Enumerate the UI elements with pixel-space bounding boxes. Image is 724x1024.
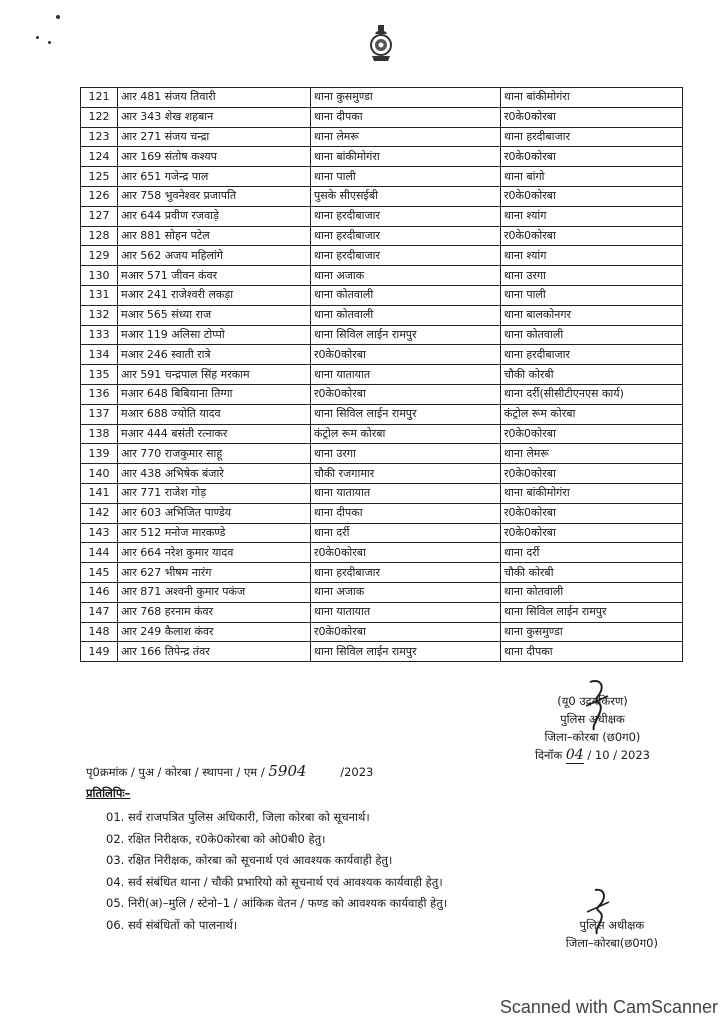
employee-name-cell: आर 881 सोहन पटेल <box>118 226 311 246</box>
employee-name-cell: आर 512 मनोज मारकण्डे <box>118 523 311 543</box>
to-station-cell: थाना श्यांग <box>501 246 683 266</box>
serial-number-cell: 137 <box>81 404 118 424</box>
table-row <box>81 186 683 206</box>
date-day: 04 <box>565 747 584 763</box>
reference-number: 5904 <box>268 762 307 780</box>
table-row <box>81 226 683 246</box>
list-item: 04. सर्व संबंधित थाना / चौकी प्रभारियो को सूचनार्थ एवं आवश्यक कार्यवाही हेतु। <box>106 874 443 889</box>
serial-number-cell: 134 <box>81 345 118 365</box>
to-station-cell: र0के0कोरबा <box>501 186 683 206</box>
employee-name-cell: आर 664 नरेश कुमार यादव <box>118 543 311 563</box>
to-station-cell: थाना बालकोनगर <box>501 305 683 325</box>
serial-number-cell: 122 <box>81 107 118 127</box>
scan-speck <box>56 15 60 19</box>
employee-name-cell: आर 249 कैलाश कंवर <box>118 622 311 642</box>
employee-name-cell: आर 651 गजेन्द्र पाल <box>118 167 311 187</box>
signatory-name: (यू0 उदयकिरण) <box>557 694 628 708</box>
signatory-designation: पुलिस अधीक्षक <box>579 918 645 932</box>
serial-number-cell: 127 <box>81 206 118 226</box>
to-station-cell: कंट्रोल रूम कोरबा <box>501 404 683 424</box>
reference-prefix: पृ0क्रमांक / पुअ / कोरबा / स्थापना / एम / <box>86 765 265 779</box>
to-station-cell: थाना बांगो <box>501 167 683 187</box>
serial-number-cell: 129 <box>81 246 118 266</box>
employee-name-cell: मआर 648 बिबियाना तिग्गा <box>118 384 311 404</box>
from-station-cell: थाना सिविल लाईन रामपुर <box>311 642 501 662</box>
table-row <box>81 305 683 325</box>
to-station-cell: थाना लेमरू <box>501 444 683 464</box>
from-station-cell: थाना उरगा <box>311 444 501 464</box>
employee-name-cell: आर 768 हरनाम कंवर <box>118 602 311 622</box>
to-station-cell: र0के0कोरबा <box>501 147 683 167</box>
to-station-cell: चौकी कोरबी <box>501 563 683 583</box>
to-station-cell: थाना हरदीबाजार <box>501 127 683 147</box>
serial-number-cell: 148 <box>81 622 118 642</box>
from-station-cell: थाना हरदीबाजार <box>311 246 501 266</box>
serial-number-cell: 123 <box>81 127 118 147</box>
table-row <box>81 563 683 583</box>
from-station-cell: थाना यातायात <box>311 365 501 385</box>
signatory-district: जिला–कोरबा(छ0ग0) <box>565 936 658 950</box>
serial-number-cell: 138 <box>81 424 118 444</box>
table-row <box>81 503 683 523</box>
from-station-cell: र0के0कोरबा <box>311 543 501 563</box>
from-station-cell: थाना अजाक <box>311 582 501 602</box>
serial-number-cell: 128 <box>81 226 118 246</box>
table-row <box>81 444 683 464</box>
to-station-cell: थाना बांकीमोगंरा <box>501 483 683 503</box>
list-item: 03. रक्षित निरीक्षक, कोरबा को सूचनार्थ एवं आवश्यक कार्यवाही हेतु। <box>106 853 393 867</box>
employee-name-cell: मआर 444 बसंती रत्नाकर <box>118 424 311 444</box>
signature-block-bottom <box>566 916 658 952</box>
serial-number-cell: 140 <box>81 464 118 484</box>
employee-name-cell: आर 166 तिपेन्द्र तंवर <box>118 642 311 662</box>
from-station-cell: थाना कोतवाली <box>311 285 501 305</box>
employee-name-cell: आर 603 अभिजित पाण्डेय <box>118 503 311 523</box>
employee-name-cell: आर 758 भुवनेश्वर प्रजापति <box>118 186 311 206</box>
signature-block-top <box>535 692 650 764</box>
table-row <box>81 325 683 345</box>
copy-heading: प्रतिलिपिः– <box>86 786 131 800</box>
to-station-cell: थाना पाली <box>501 285 683 305</box>
employee-name-cell: आर 627 भीषम नारंग <box>118 563 311 583</box>
copy-list <box>106 807 447 936</box>
to-station-cell: थाना कोतवाली <box>501 582 683 602</box>
list-item: 05. निरी(अ)–मुलि / स्टेनो–1 / आंकिक वेतन / फण्ड को आवश्यक कार्यवाही हेतु। <box>106 896 448 910</box>
table-row <box>81 127 683 147</box>
to-station-cell: थाना हरदीबाजार <box>501 345 683 365</box>
to-station-cell: थाना उरगा <box>501 266 683 286</box>
table-row <box>81 107 683 127</box>
table-row <box>81 266 683 286</box>
serial-number-cell: 121 <box>81 88 118 108</box>
employee-name-cell: मआर 565 संध्या राज <box>118 305 311 325</box>
serial-number-cell: 124 <box>81 147 118 167</box>
table-row <box>81 285 683 305</box>
employee-name-cell: आर 481 संजय तिवारी <box>118 88 311 108</box>
employee-name-cell: आर 771 राजेश गोड़ <box>118 483 311 503</box>
to-station-cell: र0के0कोरबा <box>501 464 683 484</box>
transfer-table <box>80 87 683 662</box>
from-station-cell: थाना दीपका <box>311 503 501 523</box>
reference-line <box>86 762 373 780</box>
serial-number-cell: 145 <box>81 563 118 583</box>
to-station-cell: र0के0कोरबा <box>501 226 683 246</box>
serial-number-cell: 143 <box>81 523 118 543</box>
serial-number-cell: 136 <box>81 384 118 404</box>
employee-name-cell: आर 562 अजय महिलांगे <box>118 246 311 266</box>
serial-number-cell: 144 <box>81 543 118 563</box>
from-station-cell: थाना दर्री <box>311 523 501 543</box>
table-row <box>81 404 683 424</box>
table-row <box>81 523 683 543</box>
serial-number-cell: 146 <box>81 582 118 602</box>
from-station-cell: पुसके सीएसईबी <box>311 186 501 206</box>
table-row <box>81 602 683 622</box>
employee-name-cell: आर 169 संतोष कश्यप <box>118 147 311 167</box>
from-station-cell: र0के0कोरबा <box>311 345 501 365</box>
serial-number-cell: 139 <box>81 444 118 464</box>
table-row <box>81 365 683 385</box>
employee-name-cell: आर 871 अश्वनी कुमार पकंज <box>118 582 311 602</box>
to-station-cell: र0के0कोरबा <box>501 503 683 523</box>
table-row <box>81 246 683 266</box>
table-row <box>81 543 683 563</box>
table-row <box>81 582 683 602</box>
employee-name-cell: मआर 571 जीवन कंवर <box>118 266 311 286</box>
to-station-cell: र0के0कोरबा <box>501 107 683 127</box>
from-station-cell: थाना हरदीबाजार <box>311 563 501 583</box>
from-station-cell: थाना अजाक <box>311 266 501 286</box>
list-item: 02. रक्षित निरीक्षक, र0के0कोरबा को ओ0बी0 हेतु। <box>106 831 326 846</box>
serial-number-cell: 130 <box>81 266 118 286</box>
order-date <box>535 746 650 764</box>
from-station-cell: चौकी रजगामार <box>311 464 501 484</box>
date-rest: / 10 / 2023 <box>587 748 650 762</box>
from-station-cell: थाना सिविल लाईन रामपुर <box>311 325 501 345</box>
table-row <box>81 88 683 108</box>
scan-speck <box>36 36 39 39</box>
to-station-cell: थाना सिविल लाईन रामपुर <box>501 602 683 622</box>
to-station-cell: थाना बांकीमोगंरा <box>501 88 683 108</box>
serial-number-cell: 131 <box>81 285 118 305</box>
table-row <box>81 206 683 226</box>
table-row <box>81 642 683 662</box>
signatory-designation: पुलिस अधीक्षक <box>560 712 625 726</box>
serial-number-cell: 132 <box>81 305 118 325</box>
from-station-cell: थाना कोतवाली <box>311 305 501 325</box>
to-station-cell: थाना दर्री <box>501 543 683 563</box>
list-item: 01. सर्व राजपत्रित पुलिस अधिकारी, जिला कोरबा को सूचनार्थ। <box>106 810 370 824</box>
from-station-cell: थाना हरदीबाजार <box>311 206 501 226</box>
from-station-cell: थाना पाली <box>311 167 501 187</box>
serial-number-cell: 126 <box>81 186 118 206</box>
employee-name-cell: मआर 241 राजेश्वरी लकड़ा <box>118 285 311 305</box>
table-row <box>81 147 683 167</box>
serial-number-cell: 142 <box>81 503 118 523</box>
employee-name-cell: आर 770 राजकुमार साहू <box>118 444 311 464</box>
employee-name-cell: आर 438 अभिषेक बंजारे <box>118 464 311 484</box>
scanner-watermark: Scanned with CamScanner <box>499 997 718 1017</box>
from-station-cell: र0के0कोरबा <box>311 622 501 642</box>
from-station-cell: र0के0कोरबा <box>311 384 501 404</box>
from-station-cell: थाना यातायात <box>311 602 501 622</box>
serial-number-cell: 133 <box>81 325 118 345</box>
employee-name-cell: आर 343 शेख शहबान <box>118 107 311 127</box>
to-station-cell: र0के0कोरबा <box>501 424 683 444</box>
table-row <box>81 384 683 404</box>
reference-year: /2023 <box>340 765 374 779</box>
table-row <box>81 622 683 642</box>
to-station-cell: चौकी कोरबी <box>501 365 683 385</box>
scan-speck <box>48 41 51 44</box>
table-row <box>81 167 683 187</box>
date-label: दिनॉक <box>534 748 563 762</box>
police-emblem-icon <box>367 24 395 64</box>
serial-number-cell: 149 <box>81 642 118 662</box>
serial-number-cell: 147 <box>81 602 118 622</box>
employee-name-cell: मआर 688 ज्योति यादव <box>118 404 311 424</box>
to-station-cell: थाना कुसमुण्डा <box>501 622 683 642</box>
table-row <box>81 464 683 484</box>
from-station-cell: थाना कुसमुण्डा <box>311 88 501 108</box>
to-station-cell: थाना कोतवाली <box>501 325 683 345</box>
from-station-cell: थाना सिविल लाईन रामपुर <box>311 404 501 424</box>
employee-name-cell: आर 591 चन्द्रपाल सिंह मरकाम <box>118 365 311 385</box>
from-station-cell: थाना दीपका <box>311 107 501 127</box>
from-station-cell: थाना यातायात <box>311 483 501 503</box>
to-station-cell: थाना दीपका <box>501 642 683 662</box>
table-row <box>81 345 683 365</box>
employee-name-cell: आर 644 प्रवीण रजवाड़े <box>118 206 311 226</box>
serial-number-cell: 135 <box>81 365 118 385</box>
list-item: 06. सर्व संबंधितों को पालनार्थ। <box>106 917 238 932</box>
employee-name-cell: आर 271 संजय चन्द्रा <box>118 127 311 147</box>
serial-number-cell: 125 <box>81 167 118 187</box>
from-station-cell: थाना बांकीमोगंरा <box>311 147 501 167</box>
to-station-cell: थाना श्यांग <box>501 206 683 226</box>
table-row <box>81 483 683 503</box>
from-station-cell: कंट्रोल रूम कोरबा <box>311 424 501 444</box>
serial-number-cell: 141 <box>81 483 118 503</box>
from-station-cell: थाना हरदीबाजार <box>311 226 501 246</box>
from-station-cell: थाना लेमरू <box>311 127 501 147</box>
employee-name-cell: मआर 246 स्वाती रात्रे <box>118 345 311 365</box>
table-row <box>81 424 683 444</box>
to-station-cell: थाना दर्री(सीसीटीएनएस कार्य) <box>501 384 683 404</box>
employee-name-cell: मआर 119 अलिसा टोप्पो <box>118 325 311 345</box>
to-station-cell: र0के0कोरबा <box>501 523 683 543</box>
signatory-district: जिला–कोरबा (छ0ग0) <box>544 730 641 744</box>
